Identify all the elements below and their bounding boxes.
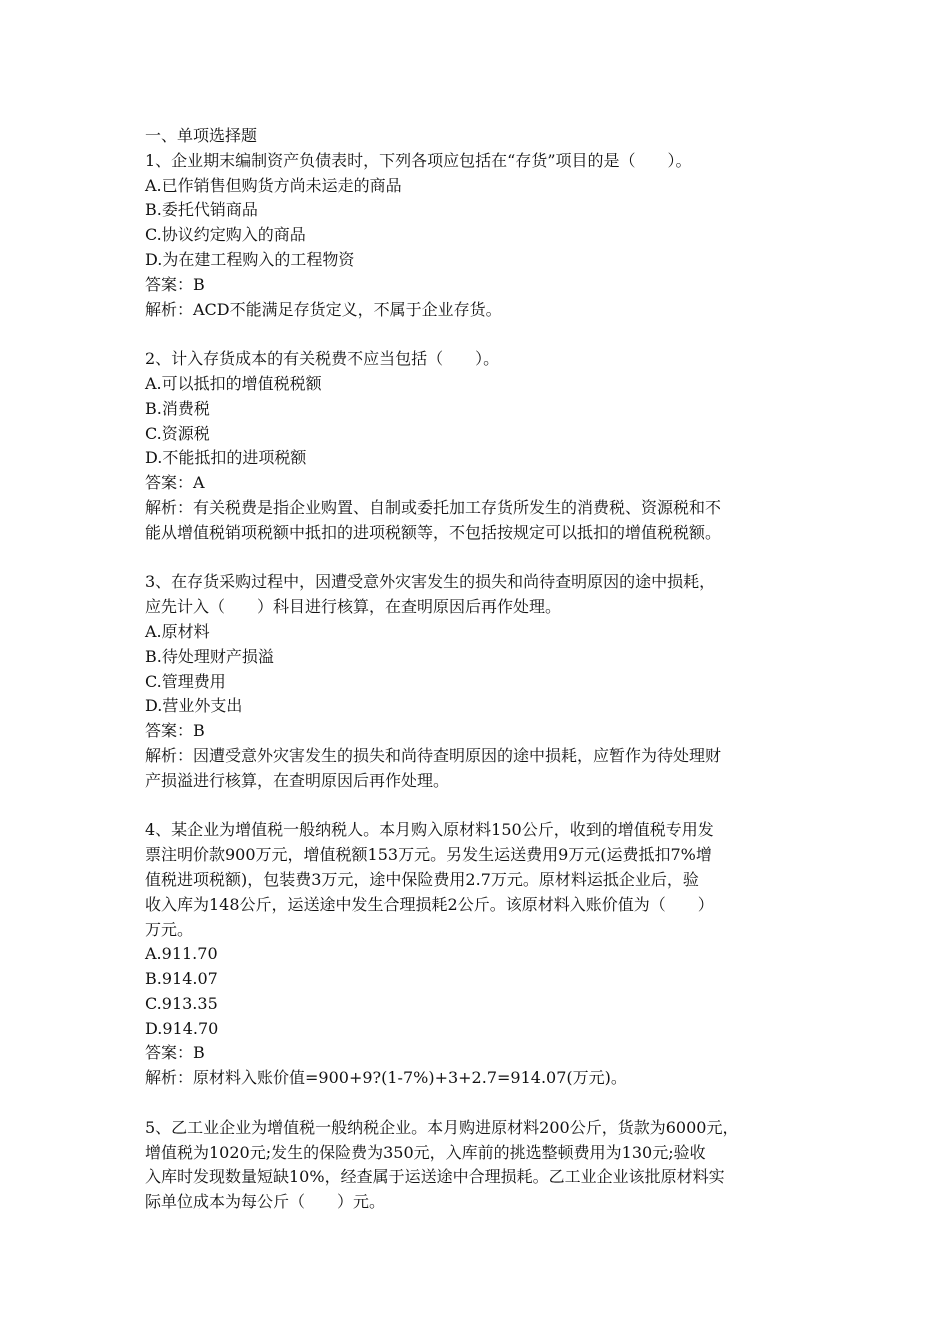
analysis-line: 能从增值税销项税额中抵扣的进项税额等，不包括按规定可以抵扣的增值税税额。 (145, 522, 722, 542)
option-d: D.914.70 (145, 1018, 219, 1038)
option-b: B.委托代销商品 (145, 200, 258, 220)
option-a: A.911.70 (145, 944, 218, 964)
question-stem-line: 应先计入（ ）科目进行核算，在查明原因后再作处理。 (145, 597, 562, 617)
question-stem-line: 入库时发现数量短缺10%，经查属于运送途中合理损耗。乙工业企业该批原材料实 (145, 1167, 725, 1187)
option-b: B.消费税 (145, 398, 210, 418)
question-stem-line: 际单位成本为每公斤（ ）元。 (145, 1192, 386, 1212)
option-b: B.914.07 (145, 969, 218, 989)
option-d: D.营业外支出 (145, 696, 243, 716)
section-title: 一、单项选择题 (145, 126, 258, 145)
answer-line: 答案：A (145, 473, 205, 493)
option-d: D.为在建工程购入的工程物资 (145, 249, 355, 269)
answer-line: 答案：B (145, 1043, 205, 1063)
document-page (145, 124, 815, 1215)
option-a: A.原材料 (145, 621, 210, 641)
question-stem-line: 万元。 (145, 919, 194, 939)
question-stem-line: 收入库为148公斤，运送途中发生合理损耗2公斤。该原材料入账价值为（ ） (145, 894, 714, 914)
question-stem-line: 增值税为1020元;发生的保险费为350元，入库前的挑选整顿费用为130元;验收 (145, 1142, 706, 1162)
option-a: A.可以抵扣的增值税税额 (145, 373, 322, 393)
question-stem-line: 5、乙工业企业为增值税一般纳税企业。本月购进原材料200公斤，货款为6000元， (145, 1117, 739, 1137)
option-a: A.已作销售但购货方尚未运走的商品 (145, 175, 402, 195)
option-c: C.913.35 (145, 993, 218, 1013)
option-b: B.待处理财产损溢 (145, 646, 274, 666)
analysis-line: 解析：有关税费是指企业购置、自制或委托加工存货所发生的消费税、资源税和不 (145, 497, 722, 517)
option-c: C.协议约定购入的商品 (145, 225, 306, 245)
analysis-line: 解析：原材料入账价值=900+9?(1-7%)+3+2.7=914.07(万元)。 (145, 1068, 627, 1088)
analysis-line: 解析：因遭受意外灾害发生的损失和尚待查明原因的途中损耗，应暂作为待处理财 (145, 745, 722, 765)
option-d: D.不能抵扣的进项税额 (145, 448, 307, 468)
answer-line: 答案：B (145, 274, 205, 294)
question-stem-line: 2、计入存货成本的有关税费不应当包括（ ）。 (145, 349, 500, 369)
analysis-line: 产损溢进行核算，在查明原因后再作处理。 (145, 770, 450, 790)
question-stem-line: 值税进项税额)，包装费3万元，途中保险费用2.7万元。原材料运抵企业后，验 (145, 869, 699, 889)
question-1 (145, 149, 815, 323)
question-2 (145, 347, 815, 545)
question-5 (145, 1116, 815, 1215)
question-4 (145, 818, 815, 1091)
question-stem-line: 票注明价款900万元，增值税额153万元。另发生运送费用9万元(运费抵扣7%增 (145, 845, 712, 865)
question-stem-line: 4、某企业为增值税一般纳税人。本月购入原材料150公斤，收到的增值税专用发 (145, 820, 714, 840)
option-c: C.管理费用 (145, 671, 226, 691)
question-3 (145, 570, 815, 793)
question-stem-line: 3、在存货采购过程中，因遭受意外灾害发生的损失和尚待查明原因的途中损耗， (145, 572, 716, 592)
question-stem-line: 1、企业期末编制资产负债表时，下列各项应包括在“存货”项目的是（ ）。 (145, 150, 692, 170)
analysis-line: 解析：ACD不能满足存货定义，不属于企业存货。 (145, 299, 502, 319)
answer-line: 答案：B (145, 721, 205, 741)
question-list (145, 149, 815, 1215)
option-c: C.资源税 (145, 423, 210, 443)
